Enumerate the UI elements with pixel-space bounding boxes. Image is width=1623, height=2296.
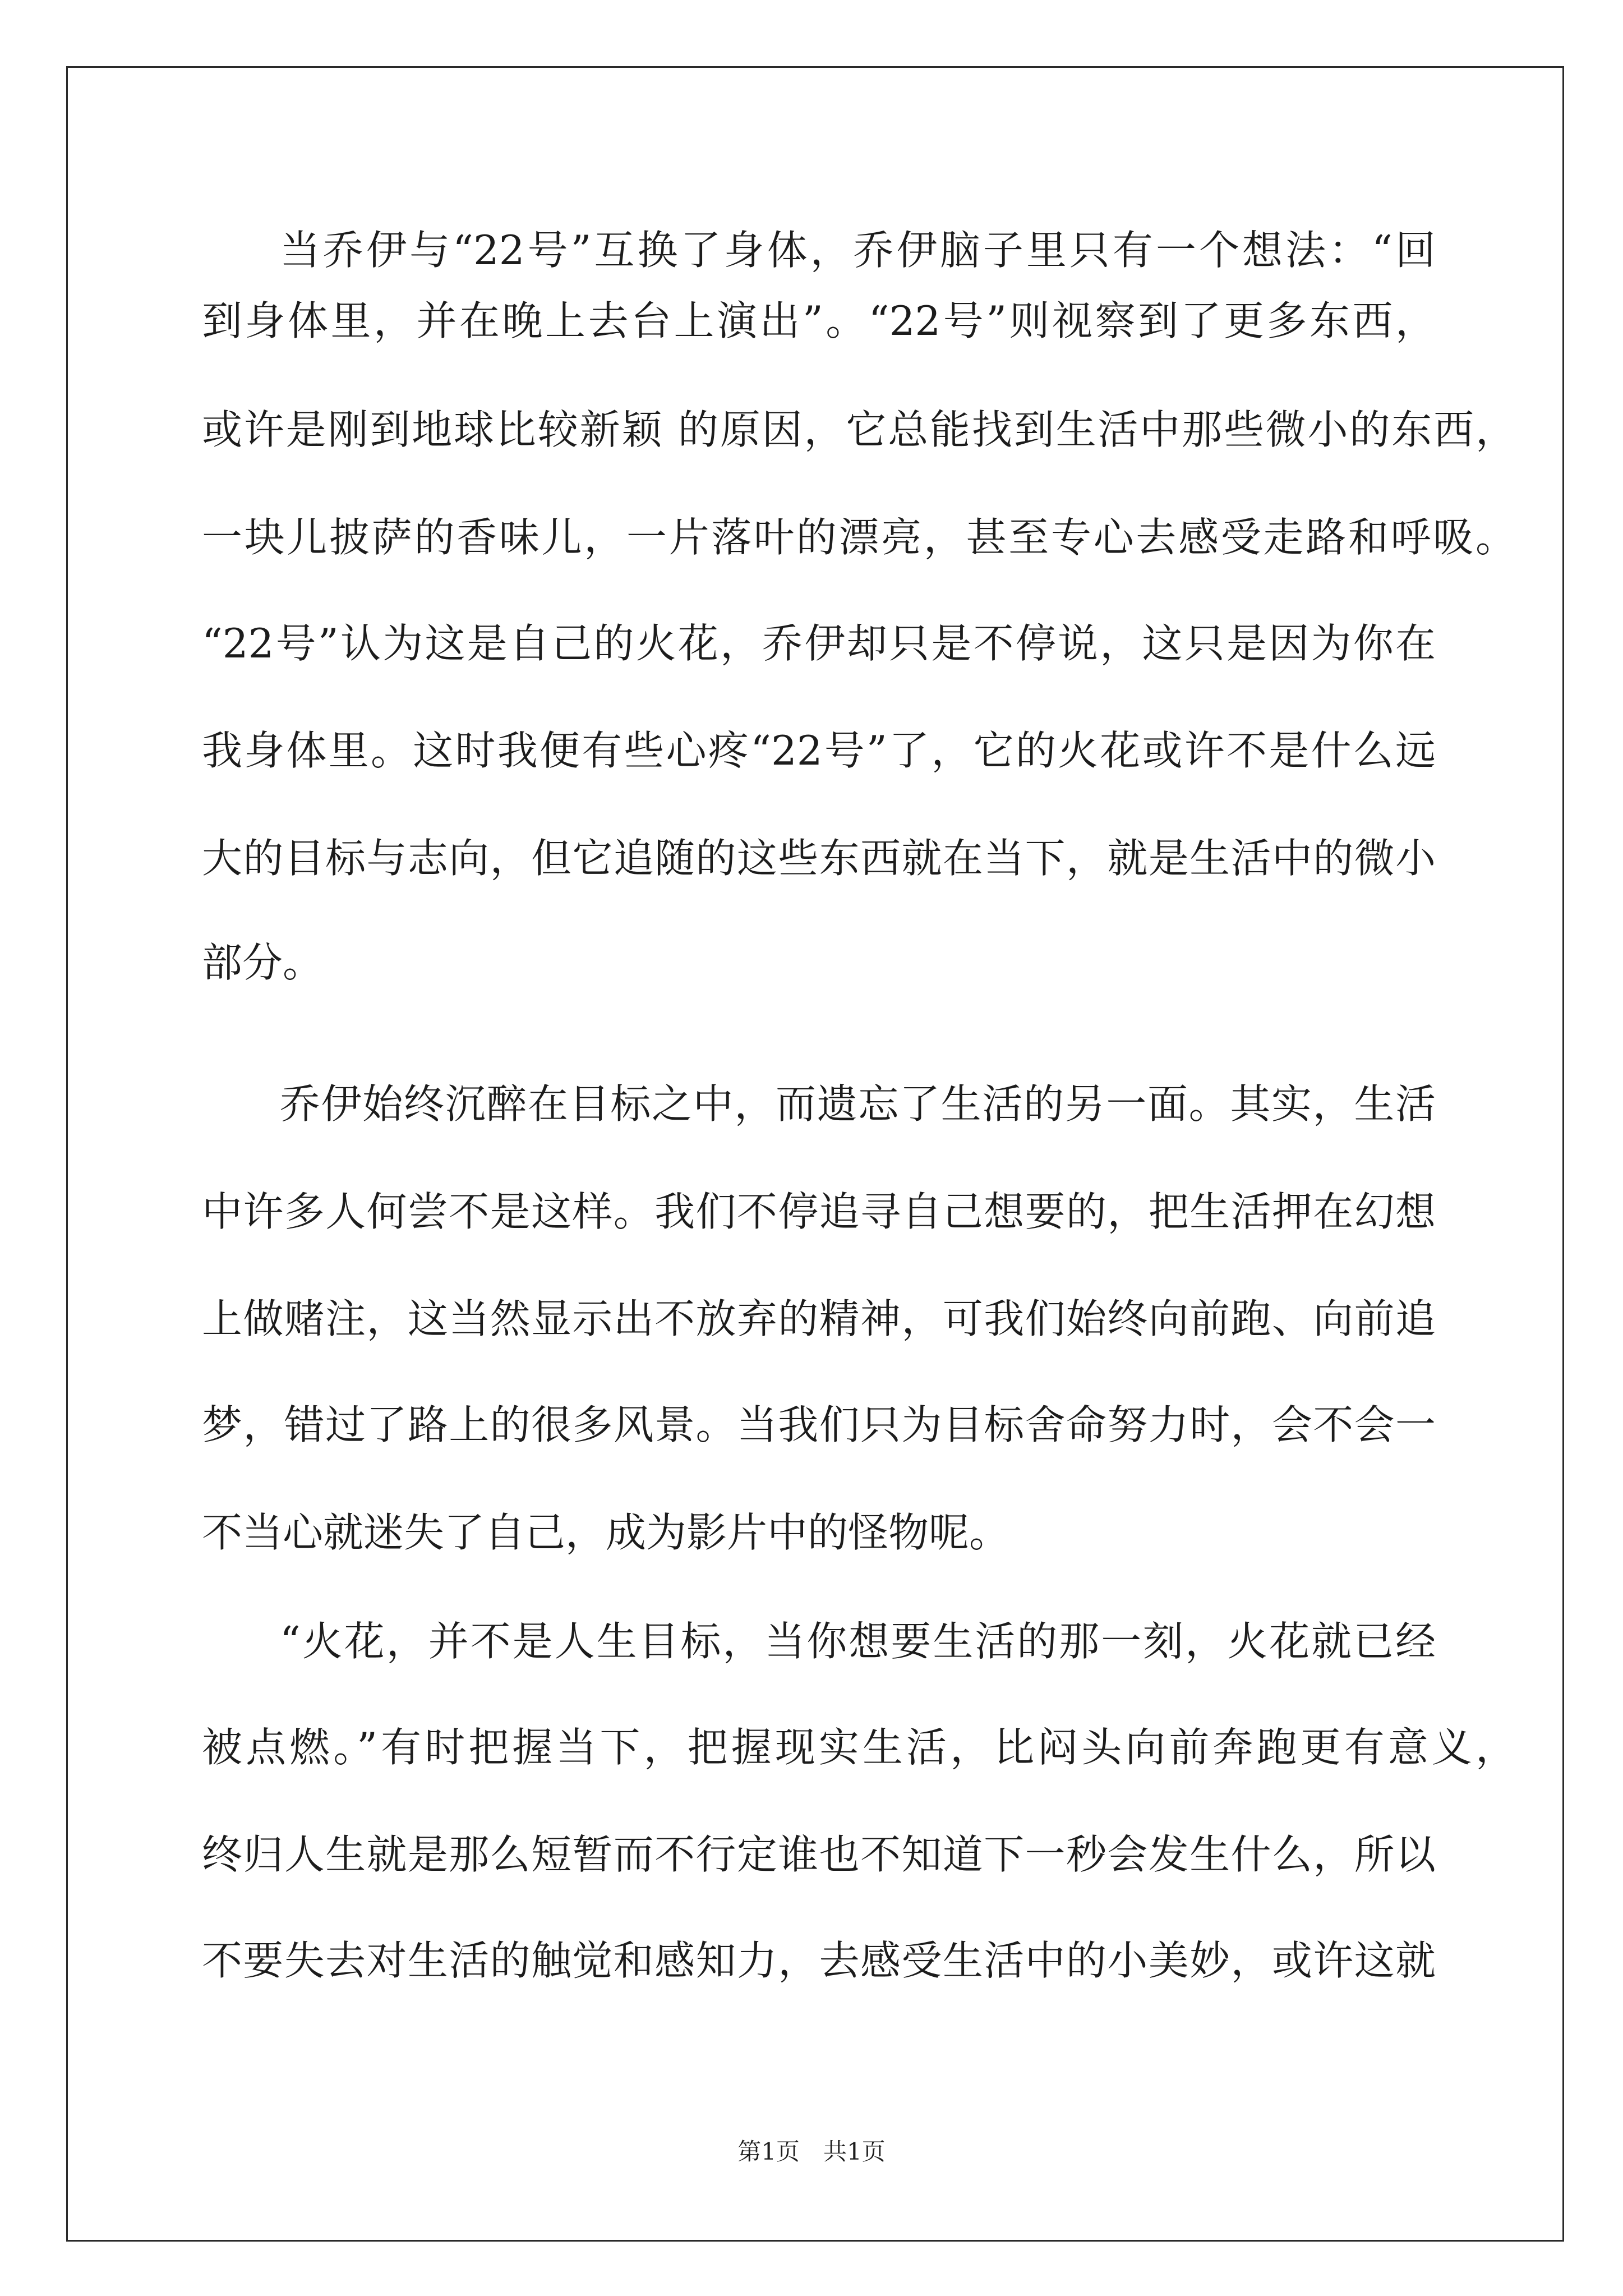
text-line: 大的目标与志向，但它追随的这些东西就在当下，就是生活中的微小 (202, 835, 1436, 882)
text-line: “火花，并不是人生目标，当你想要生活的那一刻，火花就已经 (280, 1618, 1436, 1665)
text-line: 不当心就迷失了自己，成为影片中的怪物呢。 (202, 1509, 1010, 1556)
text-line: 上做赌注，这当然显示出不放弃的精神，可我们始终向前跑、向前追 (202, 1295, 1436, 1342)
text-line: “22号”认为这是自己的火花，乔伊却只是不停说，这只是因为你在 (202, 620, 1436, 667)
text-line: 到身体里，并在晚上去台上演出”。“22号”则视察到了更多东西， (202, 297, 1436, 344)
page-footer: 第1页 共1页 (737, 2138, 886, 2165)
page-border (66, 66, 1564, 2242)
text-line: 部分。 (202, 939, 324, 986)
text-line: 我身体里。这时我便有些心疼“22号”了，它的火花或许不是什么远 (202, 727, 1436, 774)
text-line: 乔伊始终沉醉在目标之中，而遗忘了生活的另一面。其实，生活 (280, 1080, 1436, 1128)
text-line: 不要失去对生活的触觉和感知力，去感受生活中的小美妙，或许这就 (202, 1937, 1436, 1984)
text-line: 一块儿披萨的香味儿，一片落叶的漂亮，甚至专心去感受走路和呼吸。 (202, 514, 1516, 561)
text-line: 被点燃。”有时把握当下，把握现实生活，比闷头向前奔跑更有意义， (202, 1724, 1516, 1771)
text-line: 梦，错过了路上的很多风景。当我们只为目标舍命努力时，会不会一 (202, 1401, 1436, 1448)
text-line: 当乔伊与“22号”互换了身体，乔伊脑子里只有一个想法：“回 (280, 227, 1436, 274)
text-line: 终归人生就是那么短暂而不行定谁也不知道下一秒会发生什么，所以 (202, 1831, 1436, 1878)
text-line: 中许多人何尝不是这样。我们不停追寻自己想要的，把生活押在幻想 (202, 1188, 1436, 1235)
text-line: 或许是刚到地球比较新颖 的原因，它总能找到生活中那些微小的东西， (202, 406, 1516, 453)
